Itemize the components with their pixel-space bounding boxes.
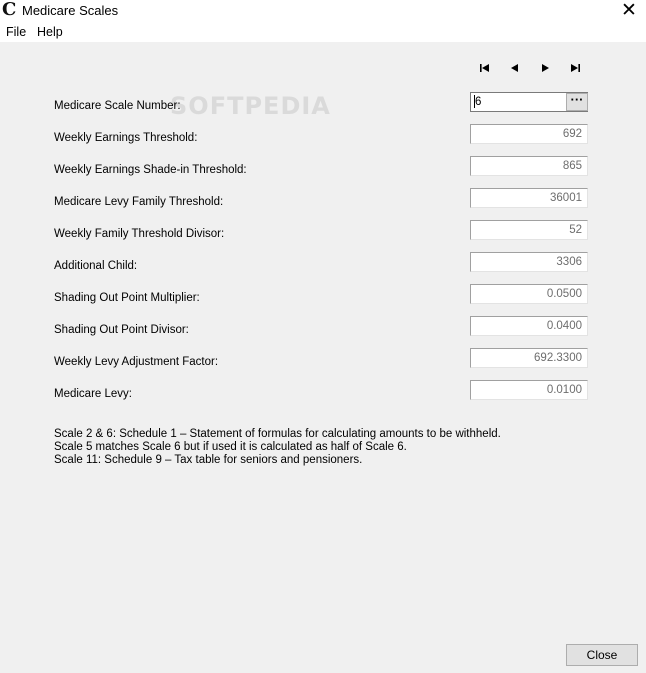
additional-child-field[interactable]: 3306 (470, 252, 588, 272)
title-bar (0, 0, 646, 22)
label-weekly-earnings-shade-in-threshold: Weekly Earnings Shade-in Threshold: (54, 164, 247, 176)
close-button[interactable]: Close (566, 644, 638, 666)
window-close-button[interactable]: ✕ (621, 0, 637, 21)
label-weekly-earnings-threshold: Weekly Earnings Threshold: (54, 132, 198, 144)
label-medicare-levy: Medicare Levy: (54, 388, 132, 400)
weekly-family-threshold-divisor-field[interactable]: 52 (470, 220, 588, 240)
label-additional-child: Additional Child: (54, 260, 138, 272)
label-weekly-levy-adjustment-factor: Weekly Levy Adjustment Factor: (54, 356, 219, 368)
weekly-earnings-shade-in-threshold-field[interactable]: 865 (470, 156, 588, 176)
label-medicare-scale-number: Medicare Scale Number: (54, 100, 181, 112)
menu-bar (0, 22, 646, 42)
weekly-earnings-threshold-field[interactable]: 692 (470, 124, 588, 144)
label-shading-out-point-divisor: Shading Out Point Divisor: (54, 324, 189, 336)
next-record-icon[interactable] (537, 62, 553, 76)
label-shading-out-point-multiplier: Shading Out Point Multiplier: (54, 292, 200, 304)
note-line-2: Scale 5 matches Scale 6 but if used it is calculated as half of Scale 6. (54, 441, 407, 453)
window-title: Medicare Scales (22, 3, 119, 18)
note-line-3: Scale 11: Schedule 9 – Tax table for seniors and pensioners. (54, 454, 363, 466)
first-record-icon[interactable] (477, 62, 493, 76)
app-icon: C (2, 0, 17, 20)
menu-file[interactable]: File (6, 25, 27, 39)
previous-record-icon[interactable] (507, 62, 523, 76)
shading-out-point-divisor-field[interactable]: 0.0400 (470, 316, 588, 336)
shading-out-point-multiplier-field[interactable]: 0.0500 (470, 284, 588, 304)
medicare-scale-number-value: 6 (475, 96, 482, 108)
menu-help[interactable]: Help (37, 25, 63, 39)
label-weekly-family-threshold-divisor: Weekly Family Threshold Divisor: (54, 228, 225, 240)
browse-scale-button[interactable]: ··· (566, 93, 588, 111)
medicare-levy-field[interactable]: 0.0100 (470, 380, 588, 400)
medicare-levy-family-threshold-field[interactable]: 36001 (470, 188, 588, 208)
label-medicare-levy-family-threshold: Medicare Levy Family Threshold: (54, 196, 224, 208)
note-line-1: Scale 2 & 6: Schedule 1 – Statement of formulas for calculating amounts to be withheld. (54, 428, 501, 440)
weekly-levy-adjustment-factor-field[interactable]: 692.3300 (470, 348, 588, 368)
last-record-icon[interactable] (567, 62, 583, 76)
watermark: SOFTPEDIA (170, 92, 331, 120)
